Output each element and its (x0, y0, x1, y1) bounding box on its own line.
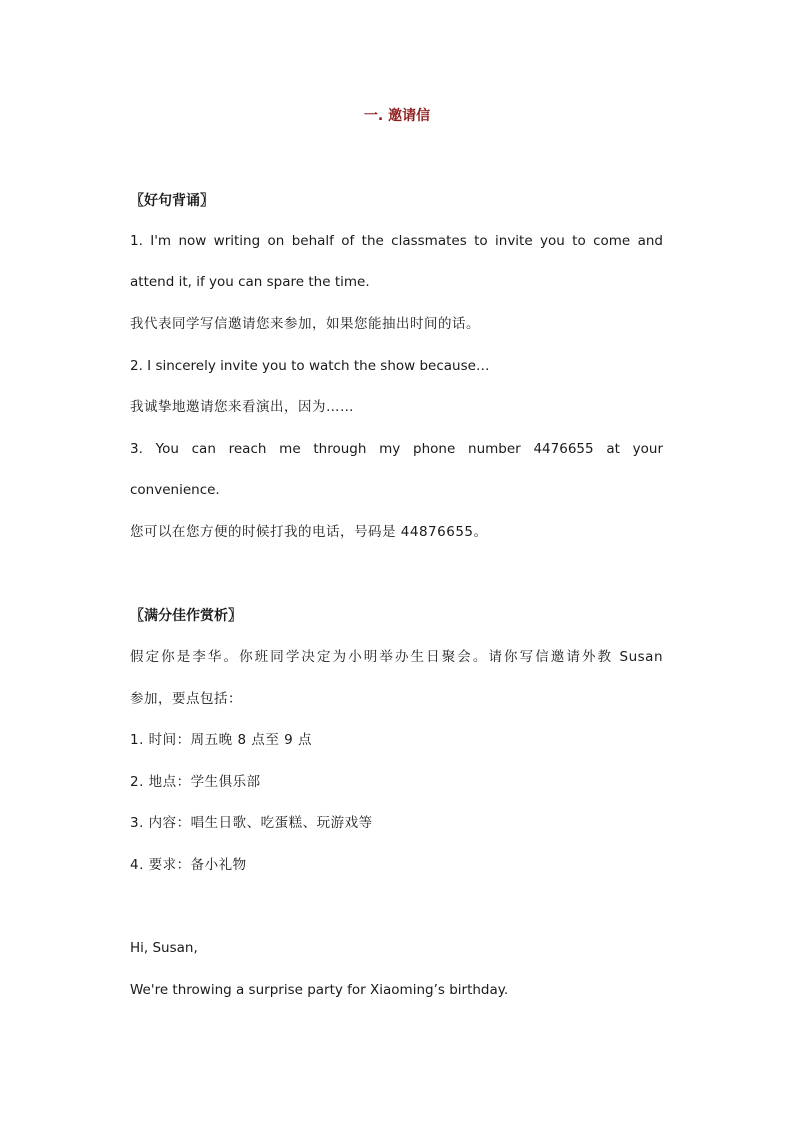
sentence-2-chinese: 我诚挚地邀请您来看演出，因为…… (130, 399, 354, 415)
requirement-point-4: 4. 要求：备小礼物 (130, 857, 247, 873)
section-heading-model-essay: 〖满分佳作赏析〗 (130, 608, 242, 624)
requirement-point-1: 1. 时间：周五晚 8 点至 9 点 (130, 732, 313, 748)
letter-greeting: Hi, Susan, (130, 940, 198, 956)
sentence-3-english-line-1: 3. You can reach me through my phone number 4476655 at your (130, 441, 663, 457)
sentence-1-english-line-1: 1. I'm now writing on behalf of the classmates to invite you to come and (130, 233, 663, 249)
sentence-1-chinese: 我代表同学写信邀请您来参加，如果您能抽出时间的话。 (130, 316, 480, 332)
prompt-line-2: 参加，要点包括： (130, 691, 242, 707)
sentence-2-english: 2. I sincerely invite you to watch the show because… (130, 358, 490, 374)
letter-line-1: We're throwing a surprise party for Xiaoming’s birthday. (130, 982, 509, 998)
sentence-3-chinese: 您可以在您方便的时候打我的电话，号码是 44876655。 (130, 524, 488, 540)
section-heading-good-sentences: 〖好句背诵〗 (130, 193, 214, 209)
page-title: 一. 邀请信 (363, 108, 431, 124)
requirement-point-3: 3. 内容：唱生日歌、吃蛋糕、玩游戏等 (130, 815, 373, 831)
prompt-line-1: 假定你是李华。你班同学决定为小明举办生日聚会。请你写信邀请外教 Susan (130, 649, 663, 665)
requirement-point-2: 2. 地点：学生俱乐部 (130, 774, 261, 790)
sentence-1-english-line-2: attend it, if you can spare the time. (130, 274, 370, 290)
sentence-3-english-line-2: convenience. (130, 482, 220, 498)
